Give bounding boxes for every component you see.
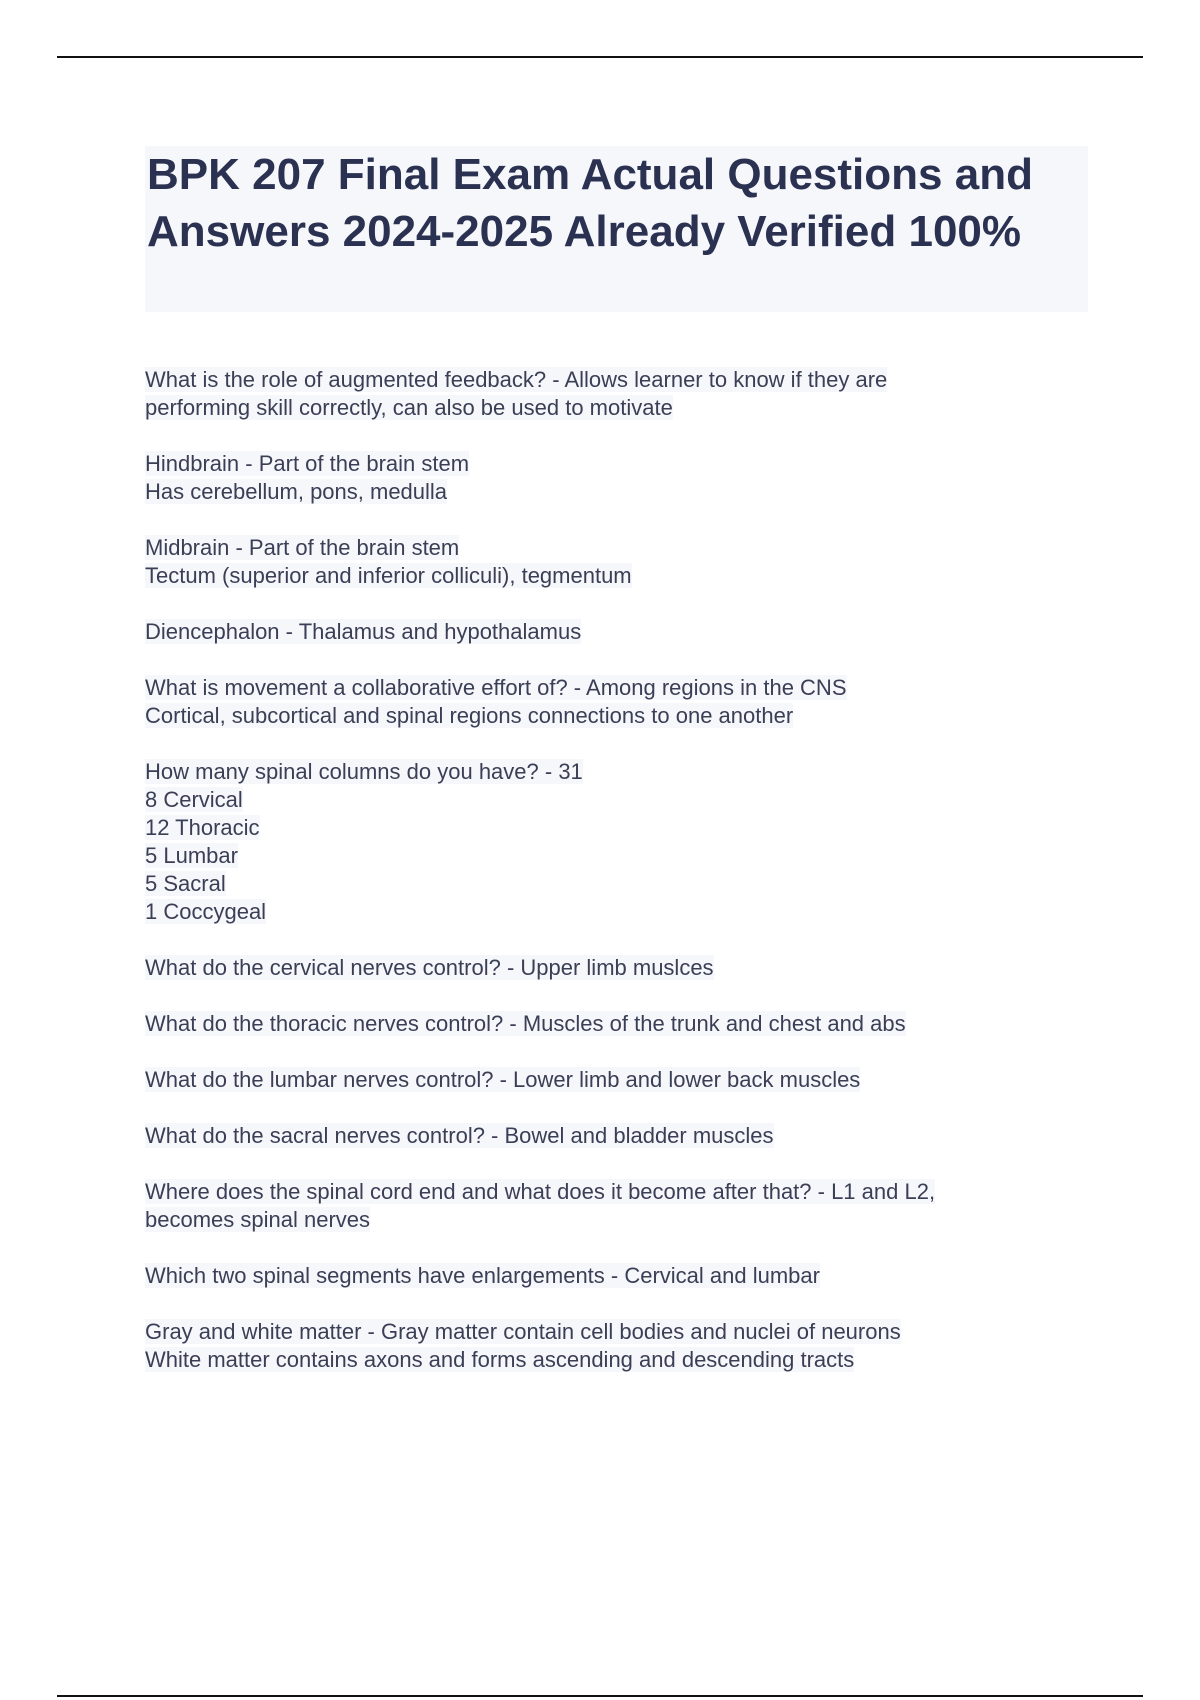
qa-entry — [145, 366, 1045, 422]
qa-entry — [145, 1178, 1045, 1234]
qa-entry — [145, 954, 1045, 982]
qa-line: performing skill correctly, can also be used to motivate — [145, 395, 673, 420]
qa-line: 8 Cervical — [145, 787, 243, 812]
qa-line: Cortical, subcortical and spinal regions connections to one another — [145, 703, 794, 728]
qa-line: Has cerebellum, pons, medulla — [145, 479, 448, 504]
qa-entry — [145, 450, 1045, 506]
qa-entry — [145, 534, 1045, 590]
qa-line: What do the thoracic nerves control? - Muscles of the trunk and chest and abs — [145, 1011, 906, 1036]
qa-line: What do the sacral nerves control? - Bowel and bladder muscles — [145, 1123, 774, 1148]
qa-entry — [145, 1010, 1045, 1038]
qa-line: Hindbrain - Part of the brain stem — [145, 451, 470, 476]
qa-entry — [145, 618, 1045, 646]
qa-line: Tectum (superior and inferior colliculi), tegmentum — [145, 563, 632, 588]
document-title: BPK 207 Final Exam Actual Questions and Answers 2024-2025 Already Verified 100% — [147, 150, 1033, 256]
qa-line: What is movement a collaborative effort of? - Among regions in the CNS — [145, 675, 847, 700]
qa-line: 1 Coccygeal — [145, 899, 267, 924]
qa-line: Midbrain - Part of the brain stem — [145, 535, 460, 560]
qa-line: What is the role of augmented feedback? - Allows learner to know if they are — [145, 367, 888, 392]
qa-entry — [145, 1262, 1045, 1290]
qa-line: What do the lumbar nerves control? - Lower limb and lower back muscles — [145, 1067, 861, 1092]
qa-line: Diencephalon - Thalamus and hypothalamus — [145, 619, 582, 644]
title-block — [145, 146, 1088, 312]
qa-line: How many spinal columns do you have? - 31 — [145, 759, 583, 784]
qa-entry — [145, 1318, 1045, 1374]
qa-line: White matter contains axons and forms ascending and descending tracts — [145, 1347, 855, 1372]
bottom-rule — [57, 1695, 1143, 1697]
qa-entry — [145, 1066, 1045, 1094]
qa-line: Where does the spinal cord end and what does it become after that? - L1 and L2, — [145, 1179, 936, 1204]
qa-line: 12 Thoracic — [145, 815, 260, 840]
qa-line: becomes spinal nerves — [145, 1207, 371, 1232]
qa-line: Gray and white matter - Gray matter contain cell bodies and nuclei of neurons — [145, 1319, 901, 1344]
qa-entry — [145, 674, 1045, 730]
qa-list — [145, 366, 1045, 1402]
qa-line: 5 Sacral — [145, 871, 226, 896]
qa-entry — [145, 1122, 1045, 1150]
qa-line: 5 Lumbar — [145, 843, 238, 868]
top-rule — [57, 56, 1143, 58]
qa-line: Which two spinal segments have enlargements - Cervical and lumbar — [145, 1263, 820, 1288]
qa-entry — [145, 758, 1045, 926]
qa-line: What do the cervical nerves control? - Upper limb muslces — [145, 955, 714, 980]
